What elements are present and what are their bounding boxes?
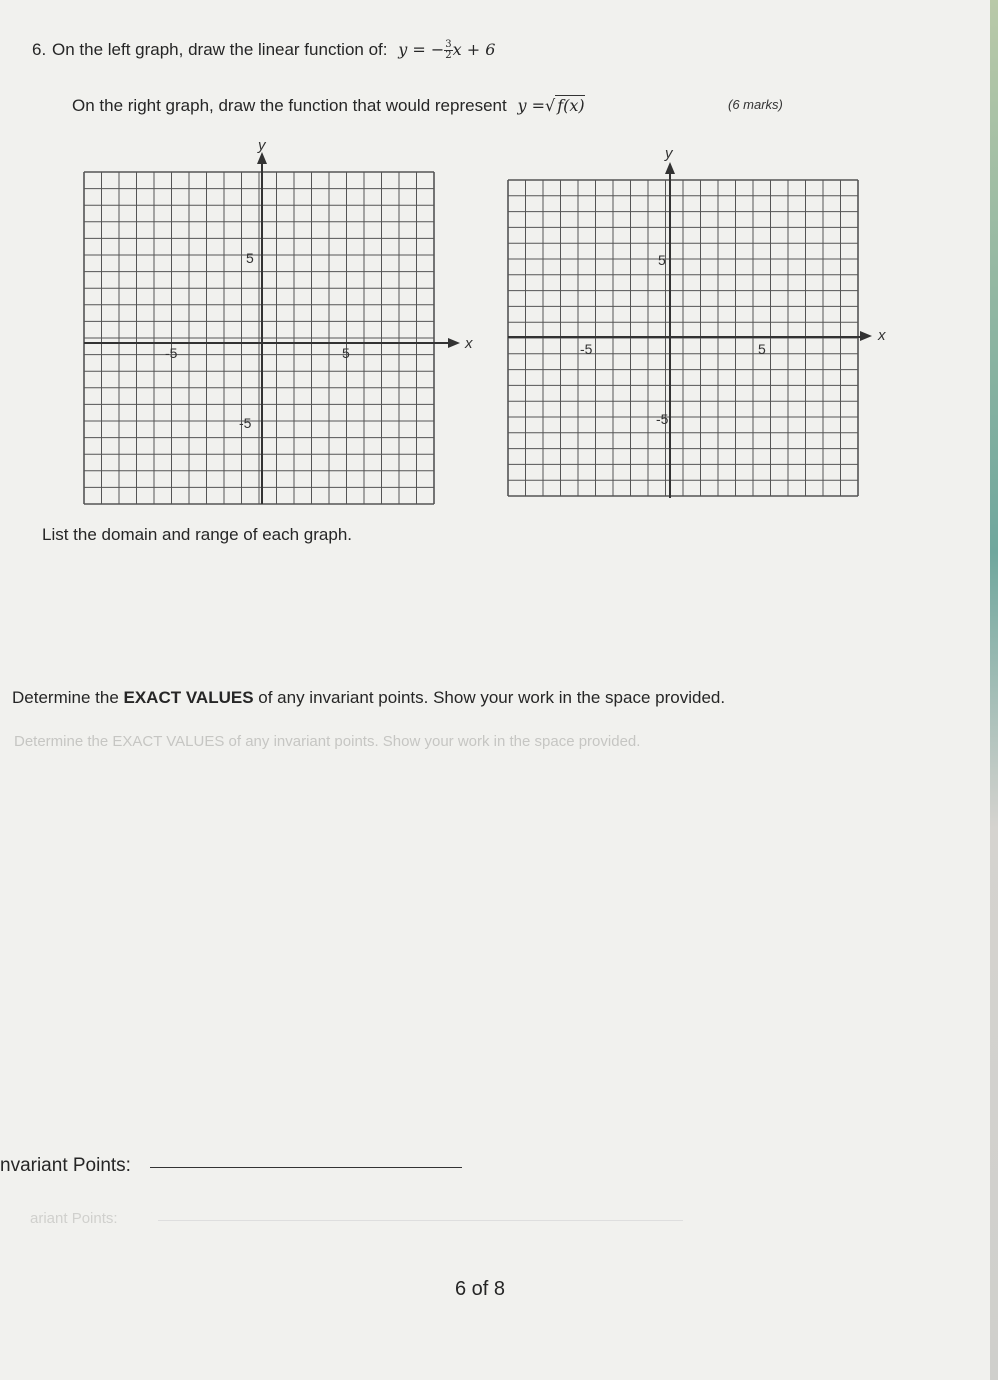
- eq1-fraction: [444, 40, 452, 61]
- domain-range-instruction: List the domain and range of each graph.: [42, 525, 352, 544]
- eq1-frac-num: 3: [445, 39, 452, 50]
- right-y-arrow: [665, 162, 675, 174]
- linear-equation: [398, 40, 495, 59]
- det-bold: EXACT VALUES: [123, 688, 254, 707]
- eq1-prefix: y = −: [398, 40, 445, 59]
- right-y-label: y: [665, 145, 673, 162]
- invariant-points-label: nvariant Points:: [0, 1155, 131, 1176]
- question-line-1: [52, 40, 495, 61]
- right-tick-pos-x: 5: [758, 341, 766, 357]
- left-y-label: y: [258, 138, 266, 154]
- eq2-radicand: f(x): [557, 96, 585, 115]
- right-tick-neg-x: -5: [580, 341, 593, 357]
- left-x-arrow: [448, 338, 460, 348]
- left-x-label: x: [465, 335, 473, 352]
- bleed-through-text: Determine the EXACT VALUES of any invariant points. Show your work in the space provided.: [14, 733, 641, 750]
- right-tick-pos-y: 5: [658, 252, 666, 268]
- right-graph: [500, 142, 900, 506]
- bleed-through-label: ariant Points:: [30, 1210, 118, 1227]
- left-grid: [84, 172, 434, 504]
- right-tick-neg-y: -5: [656, 411, 669, 427]
- question-number: 6.: [32, 40, 47, 59]
- bleed-through-line: [158, 1220, 683, 1221]
- question-line-2: [72, 95, 585, 116]
- det-prefix: Determine the: [12, 688, 124, 707]
- invariant-points-answer-line[interactable]: [150, 1167, 462, 1168]
- question-line-2-text: On the right graph, draw the function that would represent: [72, 96, 507, 115]
- left-graph: [80, 138, 490, 510]
- eq1-suffix: x + 6: [452, 40, 496, 59]
- right-x-label: x: [878, 327, 886, 344]
- page-edge: [990, 0, 998, 1380]
- det-suffix: of any invariant points. Show your work in the space provided.: [253, 688, 726, 707]
- page-number: 6 of 8: [455, 1278, 506, 1300]
- eq1-frac-den: 2: [445, 50, 452, 61]
- eq2-prefix: y =: [517, 96, 545, 115]
- left-tick-neg-y: -5: [239, 415, 252, 431]
- left-tick-neg-x: -5: [165, 345, 178, 361]
- question-line-1-text: On the left graph, draw the linear function of:: [52, 40, 388, 59]
- left-tick-pos-x: 5: [342, 345, 350, 361]
- marks-label: (6 marks): [728, 97, 783, 112]
- right-x-arrow: [860, 331, 872, 341]
- left-tick-pos-y: 5: [246, 250, 254, 266]
- invariant-instruction: [12, 688, 725, 708]
- sqrt-equation: y =√ f(x): [517, 96, 585, 115]
